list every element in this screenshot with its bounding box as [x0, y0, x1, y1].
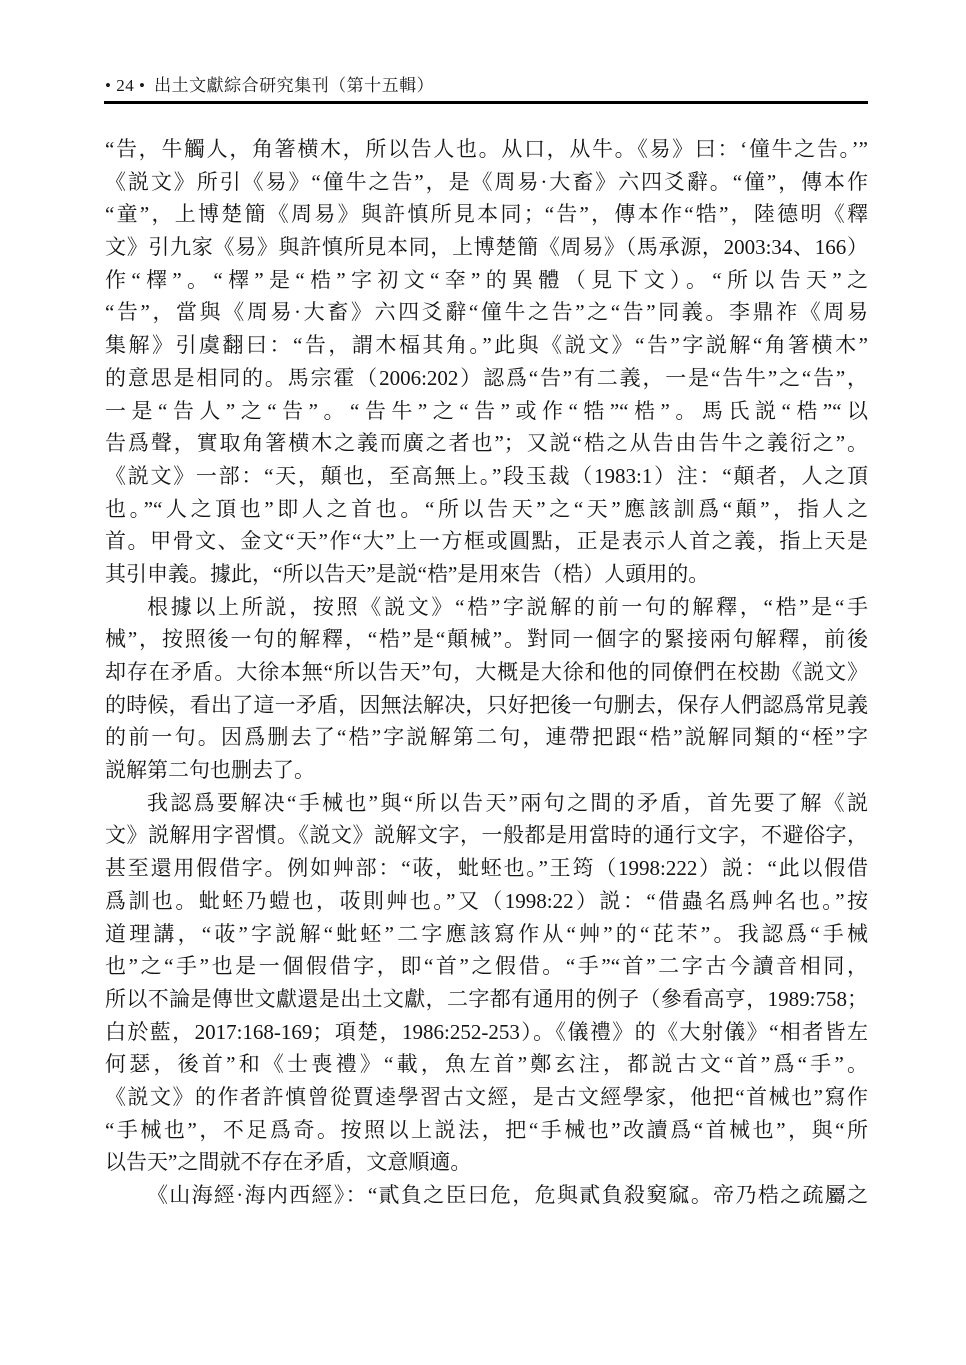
running-header	[105, 71, 868, 96]
text-line: 的時候，看出了這一矛盾，因無法解决，只好把後一句删去，保存人們認爲常見義	[105, 692, 868, 717]
text-line: 《説文》所引《易》“僮牛之告”，是《周易·大畜》六四爻辭。“僮”，傳本作	[105, 169, 868, 194]
text-line: 的意思是相同的。馬宗霍（2006:202）認爲“告”有二義，一是“告牛”之“告”，	[105, 365, 868, 390]
text-line: “告，牛觸人，角箸横木，所以告人也。从口，从牛。《易》曰：‘僮牛之告。’”	[105, 137, 868, 161]
text-line: 其引申義。據此，“所以告天”是説“梏”是用來告（梏）人頭用的。	[105, 561, 710, 586]
text-line: 却存在矛盾。大徐本無“所以告天”句，大概是大徐和他的同僚們在校勘《説文》	[105, 660, 868, 684]
text-line: 文》説解用字習慣。《説文》説解文字，一般都是用當時的通行文字，不避俗字，	[105, 823, 868, 848]
paragraph	[105, 1179, 868, 1212]
paragraph	[105, 591, 868, 787]
paragraph	[105, 133, 868, 591]
text-line: 道理講，“荍”字説解“蚍蚽”二字應該寫作从“艸”的“芘芣”。我認爲“手械	[105, 921, 868, 946]
page-number: • 24 •	[105, 76, 146, 95]
text-line: “童”，上博楚簡《周易》與許慎所見本同；“告”，傳本作“牿”，陸德明《釋	[105, 202, 868, 227]
text-line: “手械也”，不足爲奇。按照以上説法，把“手械也”改讀爲“首械也”，與“所	[105, 1117, 868, 1142]
text-line: 告爲聲，實取角箸横木之義而廣之者也”；又説“梏之从告由告牛之義衍之”。	[105, 431, 868, 456]
text-line: 所以不論是傳世文獻還是出土文獻，二字都有通用的例子（參看高亨，1989:758；	[105, 986, 868, 1011]
text-line: 我認爲要解决“手械也”與“所以告天”兩句之間的矛盾，首先要了解《説	[147, 790, 868, 815]
text-line: 白於藍，2017:168-169；項楚，1986:252-253）。《儀禮》的《大射儀》“相者皆左	[105, 1019, 868, 1044]
text-line: “告”，當與《周易·大畜》六四爻辭“僮牛之告”之“告”同義。李鼎祚《周易	[105, 300, 868, 325]
text-line: 也”之“手”也是一個假借字，即“首”之假借。“手”“首”二字古今讀音相同，	[105, 954, 868, 979]
text-line: 《説文》一部：“天，顛也，至高無上。”段玉裁（1983:1）注：“顛者，人之頂	[105, 463, 868, 488]
text-line: 的前一句。因爲删去了“梏”字説解第二句，連帶把跟“梏”説解同類的“桎”字	[105, 725, 868, 750]
text-line: 《山海經·海内西經》：“貳負之臣曰危，危與貳負殺窫窳。帝乃梏之疏屬之	[147, 1183, 868, 1207]
article-body	[105, 133, 868, 1212]
text-line: 一是“告人”之“告”。“告牛”之“告”或作“牿”“梏”。馬氏説“梏”“以	[105, 398, 868, 423]
text-line: 作“檡”。“檡”是“梏”字初文“㚔”的異體（見下文）。“所以告天”之	[105, 267, 868, 292]
header-rule	[104, 101, 868, 104]
text-line: 何瑟，後首”和《士喪禮》“載，魚左首”鄭玄注，都説古文“首”爲“手”。	[105, 1052, 868, 1077]
text-line: 《説文》的作者許慎曾從賈逵學習古文經，是古文經學家，他把“首械也”寫作	[105, 1084, 868, 1109]
paragraph	[105, 787, 868, 1179]
text-line: 首。甲骨文、金文“天”作“大”上一方框或圓點，正是表示人首之義，指上天是	[105, 529, 868, 554]
text-line: 爲訓也。蚍蚽乃螘也，荍則艸也。”又（1998:22）説：“借蟲名爲艸名也。”按	[105, 888, 868, 913]
text-line: 也。”“人之頂也”即人之首也。“所以告天”之“天”應該訓爲“顛”，指人之	[105, 496, 868, 521]
text-line: 根據以上所説，按照《説文》“梏”字説解的前一句的解釋，“梏”是“手	[147, 594, 868, 619]
text-line: 以告天”之間就不存在矛盾，文意順適。	[105, 1150, 472, 1175]
journal-title: 出土文獻綜合研究集刊（第十五輯）	[154, 76, 435, 95]
text-line: 集解》引虞翻曰：“告，謂木楅其角。”此與《説文》“告”字説解“角箸横木”	[105, 333, 868, 358]
text-line: 甚至還用假借字。例如艸部：“荍，蚍蚽也。”王筠（1998:222）説：“此以假借	[105, 856, 868, 881]
text-line: 説解第二句也删去了。	[105, 758, 315, 783]
text-line: 械”，按照後一句的解釋，“梏”是“顛械”。對同一個字的緊接兩句解釋，前後	[105, 627, 868, 652]
text-line: 文》引九家《易》與許慎所見本同，上博楚簡《周易》（馬承源，2003:34、166）	[105, 235, 868, 260]
